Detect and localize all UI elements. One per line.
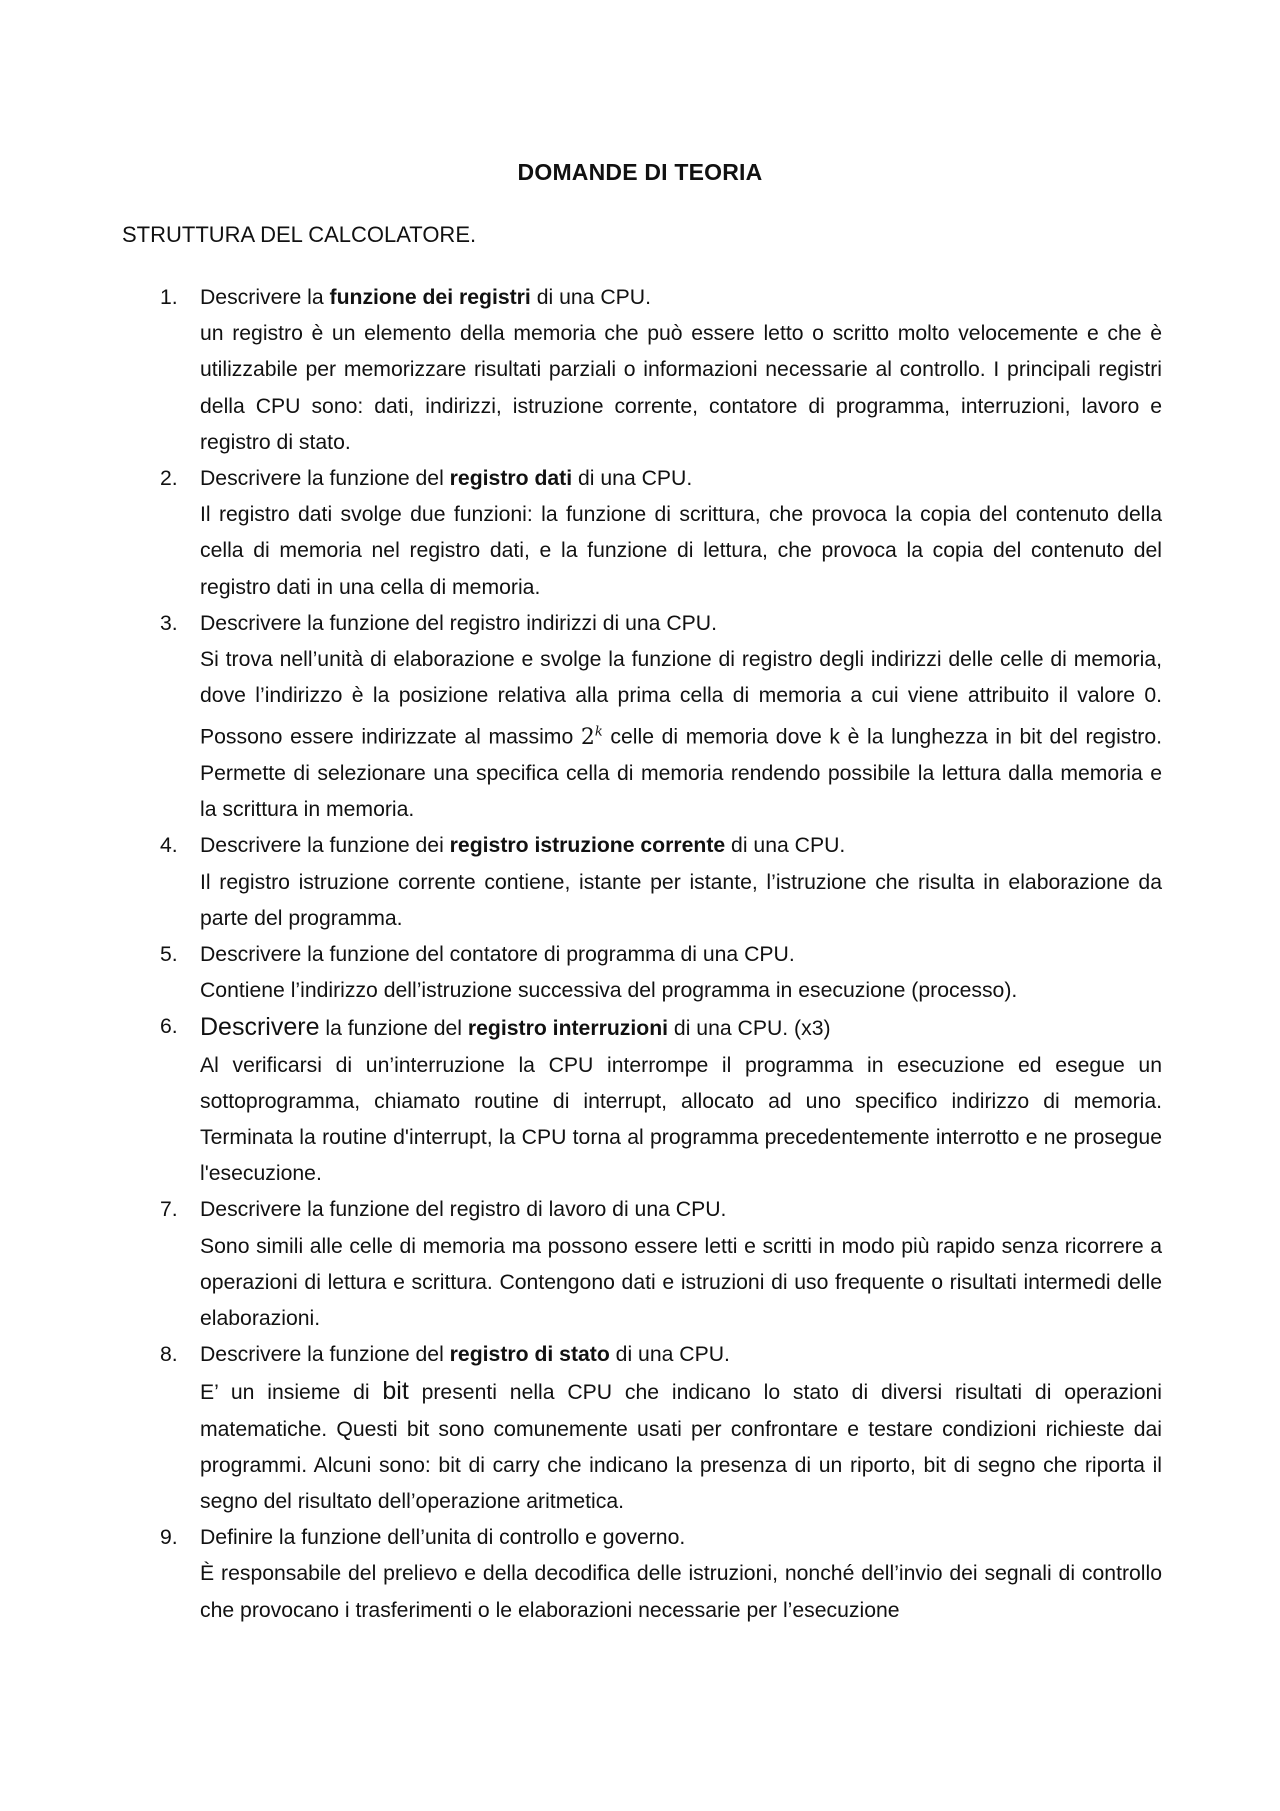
question-item	[122, 1520, 1162, 1629]
question-item	[122, 606, 1162, 829]
question-text: Descrivere la funzione del registro di stato di una CPU.	[200, 1343, 730, 1367]
question-list	[122, 280, 1162, 1629]
answer-text: È responsabile del prelievo e della decodifica delle istruzioni, nonché dell’invio dei segnali di controllo che provocano i trasferimenti o le elaborazioni necessarie per l’esecuzione	[200, 1562, 1162, 1622]
question-item	[122, 828, 1162, 937]
answer-text: Si trova nell’unità di elaborazione e svolge la funzione di registro degli indirizzi delle celle di memoria, dove l’indirizzo è la posizione relativa alla prima cella di memoria a cui viene attribuito il valore 0. Possono essere indirizzate al massimo 2$^k$ celle di memoria dove k è la lunghezza in bit del registro. Permette di selezionare una specifica cella di memoria rendendo possibile la lettura dalla memoria e la scrittura in memoria.	[200, 648, 1162, 822]
question-number: 9.	[160, 1526, 178, 1550]
answer-text: un registro è un elemento della memoria che può essere letto o scritto molto velocemente e che è utilizzabile per memorizzare risultati parziali o informazioni necessarie al controllo. I principali registri della CPU sono: dati, indirizzi, istruzione corrente, contatore di programma, interruzioni, lavoro e registro di stato.	[200, 322, 1162, 454]
question-number: 8.	[160, 1343, 178, 1367]
answer-text: Al verificarsi di un’interruzione la CPU interrompe il programma in esecuzione ed esegue un sottoprogramma, chiamato routine di interrupt, allocato ad uno specifico indirizzo di memoria. Terminata la routine d'interrupt, la CPU torna al programma precedentemente interrotto e ne prosegue l'esecuzione.	[200, 1053, 1162, 1186]
question-number: 1.	[160, 286, 178, 309]
question-text: Descrivere la funzione del registro indirizzi di una CPU.	[200, 611, 717, 635]
answer-text: Il registro istruzione corrente contiene, istante per istante, l’istruzione che risulta in elaborazione da parte del programma.	[200, 870, 1162, 930]
question-item	[122, 280, 1162, 461]
question-number: 7.	[160, 1198, 178, 1222]
answer-text: E’ un insieme di bit presenti nella CPU che indicano lo stato di diversi risultati di operazioni matematiche. Questi bit sono comunemente usati per confrontare e testare condizioni richieste dai programmi. Alcuni sono: bit di carry che indicano la presenza di un riporto, bit di segno che riporta il segno del risultato dell’operazione aritmetica.	[200, 1377, 1162, 1514]
question-text: Definire la funzione dell’unita di controllo e governo.	[200, 1526, 686, 1550]
answer-text: Contiene l’indirizzo dell’istruzione successiva del programma in esecuzione (processo).	[200, 979, 1018, 1003]
answer-text: Il registro dati svolge due funzioni: la funzione di scrittura, che provoca la copia del contenuto della cella di memoria nel registro dati, e la funzione di lettura, che provoca la copia del contenuto del registro dati in una cella di memoria.	[200, 503, 1162, 599]
math-expression: 2$^k$	[580, 724, 603, 750]
answer-text: Sono simili alle celle di memoria ma possono essere letti e scritti in modo più rapido senza ricorrere a operazioni di lettura e scrittura. Contengono dati e istruzioni di uso frequente o risultati intermedi delle elaborazioni.	[200, 1234, 1162, 1331]
question-number: 2.	[160, 467, 178, 491]
question-text: Descrivere la funzione del registro di lavoro di una CPU.	[200, 1198, 727, 1222]
question-item	[122, 1009, 1162, 1192]
question-item	[122, 1337, 1162, 1520]
question-text: Descrivere la funzione del registro dati di una CPU.	[200, 467, 693, 491]
question-number: 5.	[160, 942, 178, 966]
question-item	[122, 461, 1162, 606]
question-number: 3.	[160, 611, 178, 635]
section-title: STRUTTURA DEL CALCOLATORE.	[122, 222, 477, 247]
document-title: DOMANDE DI TEORIA	[517, 159, 763, 185]
question-text: Descrivere la funzione del contatore di programma di una CPU.	[200, 942, 795, 966]
question-text: Descrivere la funzione del registro interruzioni di una CPU. (x3)	[200, 1013, 831, 1042]
question-number: 4.	[160, 834, 178, 858]
question-item	[122, 1192, 1162, 1337]
question-text: Descrivere la funzione dei registro istruzione corrente di una CPU.	[200, 834, 846, 858]
question-item	[122, 937, 1162, 1009]
question-number: 6.	[160, 1015, 178, 1039]
question-text: Descrivere la funzione dei registri di una CPU.	[200, 286, 651, 309]
